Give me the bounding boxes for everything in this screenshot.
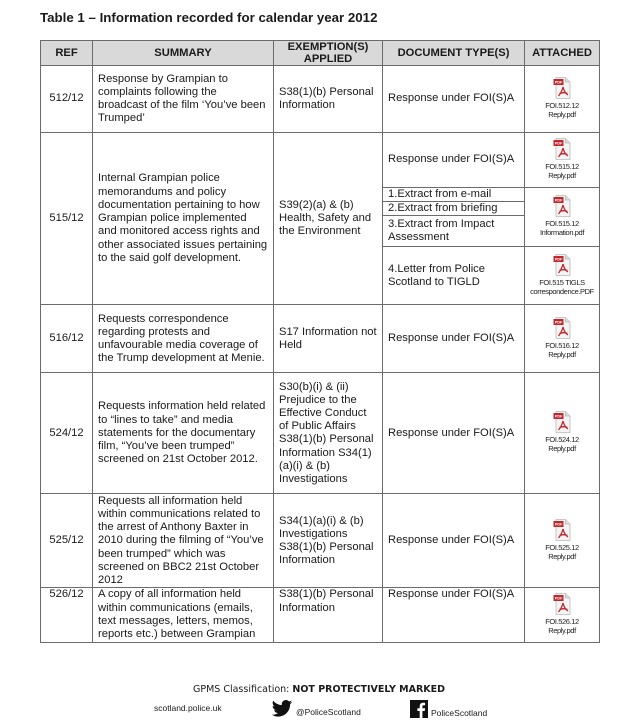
doctype-cell: 4.Letter from Police Scotland to TIGLD	[383, 247, 525, 305]
svg-text:PDF: PDF	[554, 320, 563, 325]
header-attached: ATTACHED	[525, 41, 600, 66]
doctype-cell: 1.Extract from e-mail	[383, 188, 525, 202]
attached-cell	[525, 373, 600, 494]
summary-cell: Internal Grampian police memorandums and policy documentation pertaining to how Grampian police implemented and monitored access rights and other associated issues pertaining to the said golf development.	[93, 133, 274, 305]
attachment-name-line2: correspondence.PDF	[530, 286, 594, 296]
pdf-file-icon	[530, 254, 594, 276]
exemption-cell: S38(1)(b) Personal Information	[274, 588, 383, 643]
pdf-attachment[interactable]	[530, 254, 594, 296]
table-title: Table 1 – Information recorded for calendar year 2012	[40, 10, 378, 25]
attached-cell	[525, 305, 600, 373]
doctype-cell: Response under FOI(S)A	[383, 373, 525, 494]
foi-table	[40, 40, 600, 643]
header-doctype: DOCUMENT TYPE(S)	[383, 41, 525, 66]
pdf-file-icon	[545, 317, 579, 339]
pdf-attachment[interactable]	[545, 593, 579, 635]
attachment-name-line1: FOI.525.12	[545, 542, 579, 552]
attached-cell	[525, 133, 600, 188]
header-summary: SUMMARY	[93, 41, 274, 66]
doctype-cell: Response under FOI(S)A	[383, 133, 525, 188]
summary-cell: Requests all information held within communications related to the arrest of Anthony Baxter in 2010 during the filming of “You’ve been trumped” which was screened on BBC2 21st October 2012	[93, 494, 274, 588]
table-header-row	[41, 41, 600, 66]
table-row	[41, 133, 600, 188]
facebook-page: PoliceScotland	[431, 708, 488, 718]
doctype-cell: 3.Extract from Impact Assessment	[383, 216, 525, 247]
attachment-name-line1: FOI.515.12	[545, 161, 579, 171]
classification-value: NOT PROTECTIVELY MARKED	[292, 684, 445, 695]
attachment-name-line1: FOI.515.12	[545, 219, 579, 229]
svg-text:PDF: PDF	[554, 596, 563, 601]
header-ref: REF	[41, 41, 93, 66]
facebook-f-icon	[410, 700, 428, 718]
pdf-file-icon	[545, 519, 579, 541]
pdf-attachment[interactable]	[545, 77, 579, 119]
attached-cell	[525, 247, 600, 305]
pdf-file-icon	[545, 593, 579, 615]
attached-cell	[525, 188, 600, 247]
table-row	[41, 588, 600, 643]
ref-cell: 525/12	[41, 494, 93, 588]
pdf-attachment[interactable]	[540, 195, 584, 237]
summary-cell: A copy of all information held within communications (emails, text messages, letters, memos, reports etc.) between Grampian	[93, 588, 274, 643]
ref-cell: 516/12	[41, 305, 93, 373]
attached-cell	[525, 66, 600, 133]
pdf-attachment[interactable]	[545, 138, 579, 180]
doctype-cell: Response under FOI(S)A	[383, 66, 525, 133]
twitter-link[interactable]	[271, 700, 361, 717]
ref-cell: 524/12	[41, 373, 93, 494]
doctype-cell: Response under FOI(S)A	[383, 494, 525, 588]
ref-cell: 515/12	[41, 133, 93, 305]
table-row	[41, 66, 600, 133]
svg-text:PDF: PDF	[554, 414, 563, 419]
header-exemption: EXEMPTION(S) APPLIED	[274, 41, 383, 66]
svg-text:PDF: PDF	[554, 141, 563, 146]
gpms-classification	[0, 684, 638, 695]
table-row	[41, 373, 600, 494]
twitter-bird-icon	[271, 700, 293, 717]
pdf-file-icon	[545, 411, 579, 433]
attachment-name-line2: Information.pdf	[539, 228, 585, 238]
doctype-cell: 2.Extract from briefing	[383, 202, 525, 216]
exemption-cell: S38(1)(b) Personal Information	[274, 66, 383, 133]
attachment-name-line1: FOI.524.12	[545, 435, 579, 445]
ref-cell: 512/12	[41, 66, 93, 133]
pdf-file-icon	[540, 195, 584, 217]
attachment-name-line1: FOI.515 TIGLS	[539, 277, 585, 287]
attachment-name-line2: Reply.pdf	[548, 109, 576, 119]
attachment-name-line1: FOI.526.12	[545, 617, 579, 627]
pdf-attachment[interactable]	[545, 519, 579, 561]
exemption-cell: S39(2)(a) & (b) Health, Safety and the Environment	[274, 133, 383, 305]
table-row	[41, 494, 600, 588]
doctype-cell: Response under FOI(S)A	[383, 305, 525, 373]
website-link[interactable]: scotland.police.uk	[154, 703, 222, 713]
doctype-cell: Response under FOI(S)A	[383, 588, 525, 643]
pdf-attachment[interactable]	[545, 411, 579, 453]
summary-cell: Requests information held related to “lines to take” and media statements for the documentary film, “You’ve been trumped” screened on 21st October 2012.	[93, 373, 274, 494]
attached-cell	[525, 588, 600, 643]
attachment-name-line2: Reply.pdf	[548, 444, 576, 454]
summary-cell: Response by Grampian to complaints following the broadcast of the film ‘You’ve been Trumped’	[93, 66, 274, 133]
attachment-name-line1: FOI.512.12	[545, 100, 579, 110]
attachment-name-line2: Reply.pdf	[548, 626, 576, 636]
facebook-link[interactable]	[410, 700, 487, 718]
pdf-file-icon	[545, 77, 579, 99]
table-row	[41, 305, 600, 373]
ref-cell: 526/12	[41, 588, 93, 643]
exemption-cell: S30(b)(i) & (ii) Prejudice to the Effective Conduct of Public Affairs S38(1)(b) Personal Information S34(1)(a)(i) & (b) Investigations	[274, 373, 383, 494]
pdf-file-icon	[545, 138, 579, 160]
svg-text:PDF: PDF	[554, 80, 563, 85]
pdf-attachment[interactable]	[545, 317, 579, 359]
attached-cell	[525, 494, 600, 588]
attachment-name-line2: Reply.pdf	[548, 170, 576, 180]
twitter-handle: @PoliceScotland	[296, 707, 361, 717]
svg-text:PDF: PDF	[554, 522, 563, 527]
attachment-name-line2: Reply.pdf	[548, 349, 576, 359]
attachment-name-line2: Reply.pdf	[548, 551, 576, 561]
summary-cell: Requests correspondence regarding protests and unfavourable media coverage of the Trump development at Menie.	[93, 305, 274, 373]
exemption-cell: S17 Information not Held	[274, 305, 383, 373]
svg-text:PDF: PDF	[554, 198, 563, 203]
exemption-cell: S34(1)(a)(i) & (b) Investigations S38(1)(b) Personal Information	[274, 494, 383, 588]
classification-label: GPMS Classification:	[192, 684, 293, 695]
svg-text:PDF: PDF	[554, 257, 563, 262]
attachment-name-line1: FOI.516.12	[545, 340, 579, 350]
